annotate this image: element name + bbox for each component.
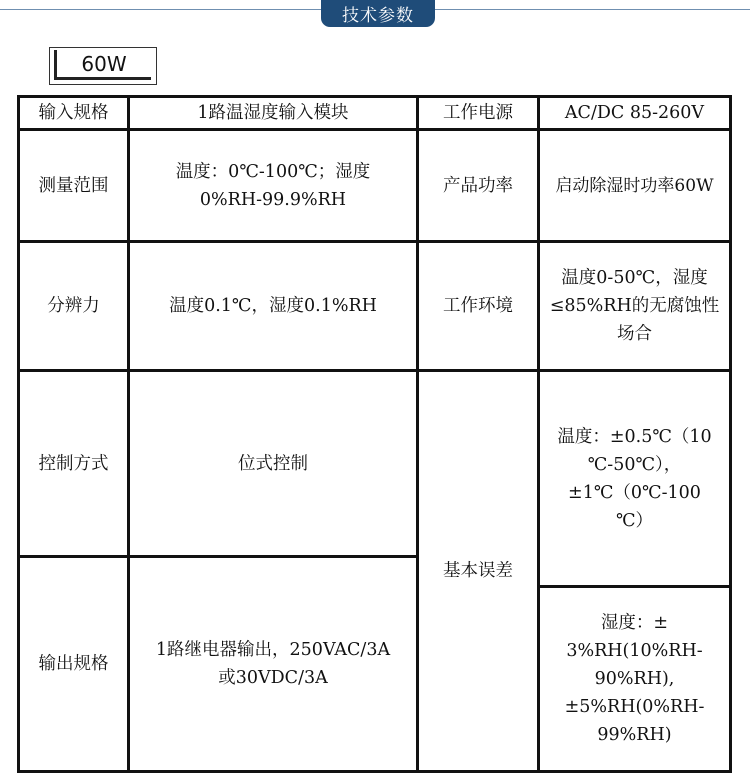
temperature-error-line: ℃） xyxy=(615,510,654,531)
measure-range-line: 温度：0℃-100℃；湿度 xyxy=(175,161,371,182)
temperature-error-value xyxy=(540,372,729,585)
section-title: 技术参数 xyxy=(342,6,414,26)
work-env-label xyxy=(419,243,537,369)
basic-error-label xyxy=(419,372,537,770)
work-env-line: 温度0-50℃，湿度 xyxy=(561,268,708,288)
input-spec-label xyxy=(20,98,127,128)
control-mode-value xyxy=(130,372,416,555)
power-supply-value-text: AC/DC 85-260V xyxy=(564,103,705,123)
control-mode-value-text: 位式控制 xyxy=(238,453,308,474)
measure-range-line: 0%RH-99.9%RH xyxy=(199,189,347,210)
humidity-error-line: 99%RH) xyxy=(597,725,672,745)
output-spec-line: 1路继电器输出，250VAC/3A xyxy=(155,640,391,660)
temperature-error-line: ℃-50℃）， xyxy=(587,454,682,475)
humidity-error-line: 3%RH(10%RH- xyxy=(566,641,703,661)
basic-error-label-text: 基本误差 xyxy=(443,561,513,581)
input-spec-value-text: 1路温湿度输入模块 xyxy=(197,103,349,123)
temperature-error-line: 温度：±0.5℃（10 xyxy=(557,426,712,447)
control-mode-label xyxy=(20,372,127,555)
power-badge xyxy=(49,47,157,85)
humidity-error-value xyxy=(540,588,729,770)
spec-table xyxy=(17,95,732,773)
temperature-error-line: ±1℃（0℃-100 xyxy=(568,482,701,503)
product-power-label-text: 产品功率 xyxy=(443,175,513,196)
output-spec-value xyxy=(130,558,416,770)
humidity-error-line: ±5%RH(0%RH- xyxy=(564,697,705,717)
work-env-value xyxy=(540,243,729,369)
resolution-label xyxy=(20,243,127,369)
product-power-value xyxy=(540,131,729,240)
work-env-line: ≤85%RH的无腐蚀性 xyxy=(549,296,720,316)
resolution-label-text: 分辨力 xyxy=(47,296,100,316)
input-spec-label-text: 输入规格 xyxy=(38,103,109,123)
output-spec-label-text: 输出规格 xyxy=(38,654,109,674)
section-title-tab xyxy=(321,0,435,27)
measure-range-label xyxy=(20,131,127,240)
power-badge-label: 60W xyxy=(54,50,151,80)
humidity-error-line: 湿度：± xyxy=(600,613,669,633)
power-supply-value xyxy=(540,98,729,128)
work-env-label-text: 工作环境 xyxy=(443,296,513,316)
input-spec-value xyxy=(130,98,416,128)
product-power-label xyxy=(419,131,537,240)
measure-range-label-text: 测量范围 xyxy=(38,175,109,196)
measure-range-value xyxy=(130,131,416,240)
output-spec-line: 或30VDC/3A xyxy=(218,668,328,688)
power-supply-label-text: 工作电源 xyxy=(443,103,513,123)
product-power-value-text: 启动除湿时功率60W xyxy=(555,175,714,196)
work-env-line: 场合 xyxy=(617,324,652,344)
control-mode-label-text: 控制方式 xyxy=(38,453,109,474)
output-spec-label xyxy=(20,558,127,770)
power-supply-label xyxy=(419,98,537,128)
resolution-value-text: 温度0.1℃，湿度0.1%RH xyxy=(169,296,377,316)
humidity-error-line: 90%RH), xyxy=(594,669,675,689)
resolution-value xyxy=(130,243,416,369)
